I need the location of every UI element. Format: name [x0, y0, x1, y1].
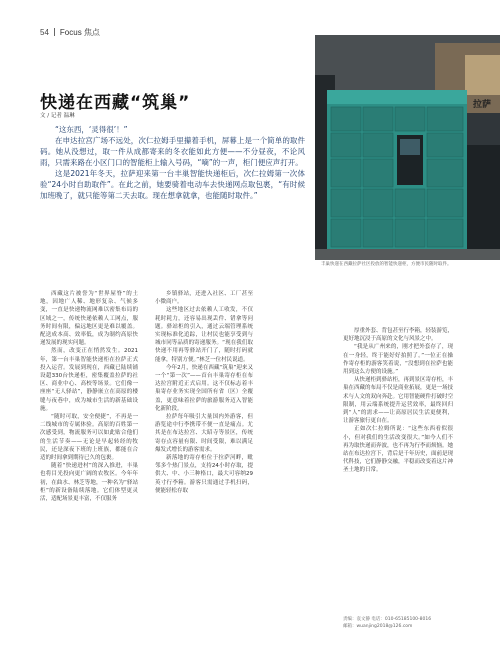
body-paragraph: 新落地的寄存柜位于拉萨河畔，毗邻多个热门景点，支持24小时存取，提供大、中、小三种格口，最大可容纳29英寸行李箱。游客只需通过手机扫码，便能轻松存取	[155, 455, 253, 494]
article-title: 快递在西藏“筑巢”	[40, 93, 191, 113]
body-paragraph: 这些地区过去依赖人工收发，不仅耗时耗力，还容易出现丢件、错拿等问题。驿站柜的引入，通过云端管理系统实现标准化追踪，让村民也能享受到与城市同等品质的寄递服务。“现在我们取快递不用再等驿站开门了，随时打码就能拿，特别方便。”林芝一位村民说道。	[155, 307, 253, 363]
body-paragraph: 随着“快递进村”的深入推进，丰巢也将目光投向更广阔的农牧区。今年年初，在曲水、林芝等地，一种名为“驿站柜”的新设备陆续落地。它们体型更灵活，适配场景更丰富，不仅服务	[40, 463, 138, 503]
lead-paragraph: 在申达拉宫广场不远处，次仁拉姆手里攥着手机，屏幕上是一个简单的取件码。她从没想过，取一件从成都寄来的冬衣能如此方便——不分昼夜，不论风雨，只需来路在小区门口的智能柜上输入号码，“嘀”的一声，柜门便应声打开。	[40, 136, 305, 167]
body-paragraph: 今年2月，快递在西藏“筑巢”迎来又一个“第一次”——首台丰巢寄存柜在布达拉宫附近正式启用。这不仅标志着丰巢寄存业务实现全国所有省（区）全覆盖，更意味着拉萨的旅游服务迈入智能化新阶段。	[155, 364, 253, 412]
body-column-1	[40, 290, 138, 503]
body-paragraph: 乡镇驿站，还进入社区、工厂甚至小微商户。	[155, 291, 253, 306]
lead-paragraph: “这东西，‘灵得很’！”	[55, 125, 128, 134]
body-paragraph: “我是从广州来的，刚才把外套存了，现在一身轻，终于能好好拍照了。”一位正在操作寄存柜的游客笑着说，“没想到在拉萨也能用到这么方便的设施。”	[343, 344, 453, 376]
email-line: 邮箱：wuanjing2018@126.com	[343, 624, 413, 629]
lead-paragraph: 这是2021年冬天，拉萨迎来第一台丰巢智能快递柜后，次仁拉姆第一次体验“24小时自助取件”。在此之前，她要骑着电动车去快递网点取包裹，“有时候加班晚了，就只能等第二天去取。现在想拿就拿，也能随时取件。”	[40, 169, 305, 200]
article-byline: 文 / 记者 温琳	[40, 113, 75, 119]
section-name-cn: 焦点	[83, 28, 100, 37]
body-paragraph: 正如次仁拉姆所说：“这些东西看似很小，但对我们的生活改变很大。”如今人们不再为取快递而奔波，也不再为行李而烦恼。她站在布达拉宫下，背后是千年历史，面前是现代科技，它们静静交融，平稳而改变着这片神圣土地的日常。	[343, 426, 454, 474]
body-column-3	[343, 327, 453, 475]
editor-info	[343, 616, 463, 630]
body-paragraph: “随时可取，安全便捷”，不再是一二线城市的专属体验。高原的百姓第一次感受到，物流服务可以如此贴合他们的生活节奏——无论是早起转经的牧民，还是深夜下班的上班族，都能在合适的时间拿到期待已久的包裹。	[40, 414, 138, 462]
body-paragraph: 拉萨每年吸引大量国内外游客，但游览途中行李携带不便一直是痛点。尤其是在布达拉宫、大昭寺等景区，传统寄存点容量有限、时间受限，难以满足爆发式增长的游客需求。	[155, 414, 253, 453]
body-paragraph: 从快递柜到驿站柜，再到景区寄存柜，丰巢在西藏的布局不仅是商业拓展，更是一场技术与人文的双向奔赴。它用智能硬件打破时空限制，用云端系统提升运营效率，最终回归到“人”的需求——让高原居民生活更便利，让游客旅行更自在。	[343, 377, 454, 425]
locker-photo-illustration	[315, 35, 500, 260]
body-paragraph: 然而，改变正在悄然发生。2021年，第一台丰巢智能快递柜在拉萨正式投入运营。发展到现在，西藏已陆续铺设超330台快递柜，密集覆盖拉萨的社区、商业中心、高校等场景。它们像一座座“无人驿站”，静静嵌立在高原的楼缝与夜巷中，成为城市生活的新基础设施。	[40, 348, 138, 412]
header-divider	[54, 28, 55, 36]
page-header	[40, 27, 100, 38]
editor-line: 责编：袁文静 电话：010-65185100-8016	[343, 617, 432, 622]
page-number: 54	[40, 28, 49, 37]
body-column-2	[155, 290, 253, 629]
article-photo	[315, 35, 500, 260]
body-paragraph: 西藏这片被誉为“世界屋脊”的土地，因地广人稀、地形复杂、气候多变，一直是快递物流网难以密集布局的区域之一，传统快递依赖人工网点，服务时间有限，偏远地区更是难以覆盖。配送成本高、效率低，成为制约高原快递发展的现实问题。	[40, 291, 138, 347]
section-name-en: Focus	[59, 28, 82, 37]
article-lead	[40, 124, 305, 201]
photo-sign: 拉萨	[473, 100, 492, 110]
photo-caption: 丰巢快递在西藏拉萨社区投放的智能快递柜，方便市民随时取件。	[321, 262, 452, 267]
body-paragraph: 厚重外套、背包甚至行李箱，轻装游览，更好地沉浸于高原的文化与风景之中。	[343, 328, 454, 343]
